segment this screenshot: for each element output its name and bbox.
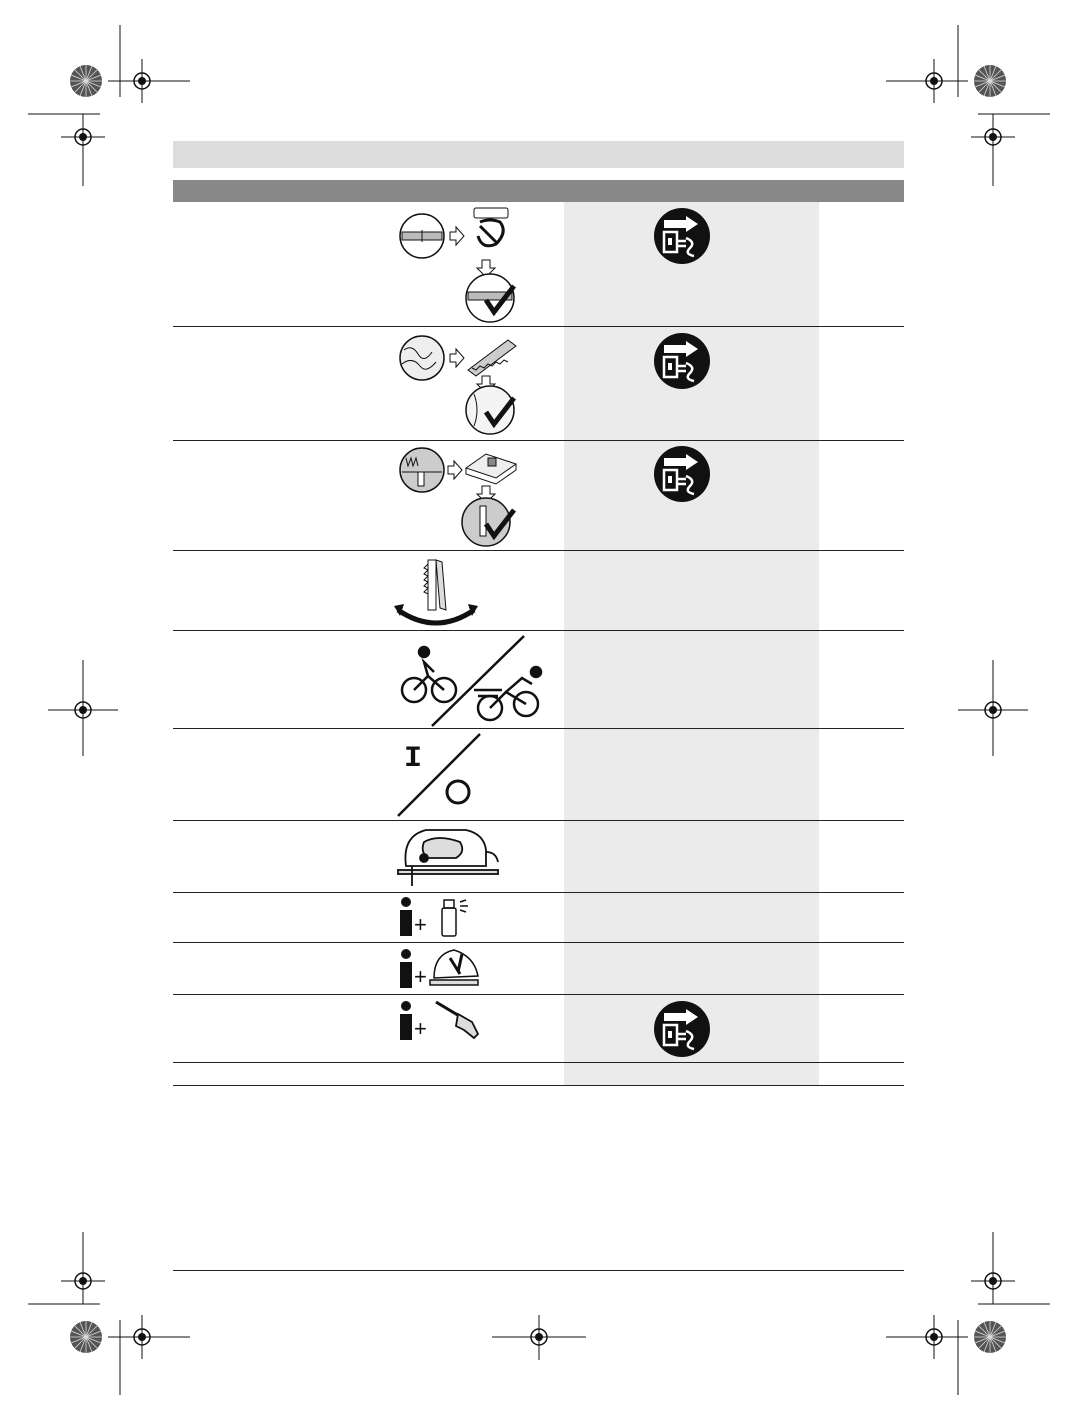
clean-cut-check-icon [466, 274, 514, 322]
row-lubricant-icons [394, 894, 564, 940]
on-i-icon: I [404, 742, 423, 776]
vacuum-hose-icon [436, 1002, 478, 1038]
color-wheel-mark [974, 1321, 1006, 1353]
anti-splinter-insert-icon [466, 454, 516, 484]
row-rough-cut-icons [394, 330, 564, 436]
blade-change-icon [474, 208, 508, 246]
bevel-adjust-icon [430, 950, 478, 985]
info-icon [400, 1001, 412, 1040]
color-wheel-mark [70, 1321, 102, 1353]
unplug-icon [654, 208, 710, 264]
arrow-right-icon [450, 349, 464, 367]
info-icon [400, 897, 412, 936]
row-dust-extraction-icons [394, 996, 564, 1044]
row-blade-dull-icons [394, 204, 564, 324]
row-bevel-icons [394, 944, 564, 992]
info-icon [400, 949, 412, 988]
curved-double-arrow-icon [398, 610, 474, 623]
row-speed-icons [394, 634, 564, 726]
plus-icon: + [414, 964, 427, 989]
row-splinter-guard-icons [394, 444, 564, 548]
off-o-icon [447, 781, 469, 803]
arrow-right-icon [448, 461, 462, 479]
row-jigsaw-icons [394, 822, 564, 890]
row-on-off-icons [394, 732, 564, 818]
spray-can-icon [442, 900, 468, 936]
smooth-surface-check-icon [466, 386, 514, 434]
unplug-icon [654, 1001, 710, 1057]
fine-blade-icon [468, 340, 516, 376]
jigsaw-icon [398, 830, 498, 886]
plus-icon: + [414, 1016, 427, 1041]
pendulum-blade-icon [424, 560, 446, 610]
unplug-icon [654, 446, 710, 502]
color-wheel-mark [70, 65, 102, 97]
clean-edge-check-icon [462, 498, 514, 546]
row-pendulum-icons [394, 554, 564, 628]
arrow-right-icon [450, 227, 464, 245]
unplug-icon [654, 333, 710, 389]
plus-icon: + [414, 912, 427, 937]
slow-cyclist-icon [402, 647, 456, 702]
color-wheel-mark [974, 65, 1006, 97]
